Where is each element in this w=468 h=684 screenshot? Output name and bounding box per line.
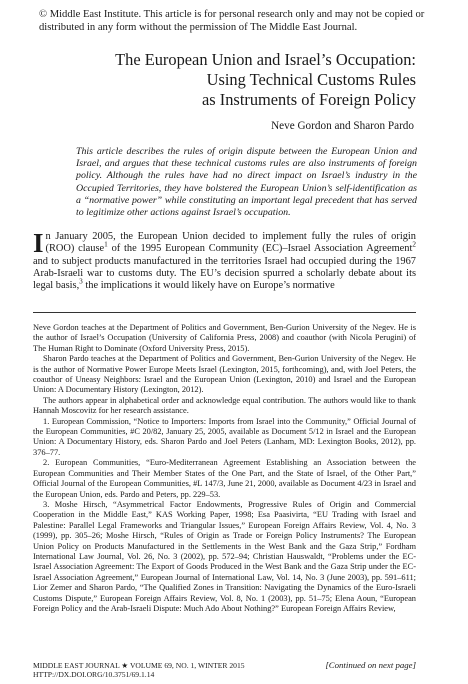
- continued-note: [Continued on next page]: [325, 660, 416, 670]
- journal-issue: MIDDLE EAST JOURNAL ★ VOLUME 69, NO. 1, WINTER 2015: [33, 661, 245, 670]
- footnote-ref-3: 3: [79, 277, 83, 286]
- journal-info: [33, 661, 293, 679]
- footnote-1: 1. European Commission, “Notice to Importers: Imports from Israel into the Community,” Official Journal of the European Communities, #C 20/82, January 25, 2005, available as Document 5/12 in Israel and the European Union: A Documentary History, eds. Sharon Pardo and Joel Peters (Lanham, MD: Lexington Books, 2012), pp. 376–77.: [33, 416, 416, 457]
- footnote-divider: [33, 312, 416, 313]
- author-byline: Neve Gordon and Sharon Pardo: [271, 120, 414, 132]
- footnote-2: 2. European Communities, “Euro-Mediterranean Agreement Establishing an Association between the European Communities and Their Member States of the One Part, and the State of Israel, of the Other Part,” Official Journal of the European Communities, #L 147/3, June 21, 2000, available as Document 4/23 in Israel and the European Union, eds. Pardo and Peters, pp. 229–53.: [33, 458, 416, 499]
- drop-cap: I: [33, 228, 44, 258]
- body-segment-1: n January 2005, the European Union decided to implement fully the rules of origin (ROO) clause: [45, 231, 416, 255]
- body-segment-4: the implications it would likely have on Europe’s normative: [82, 280, 335, 292]
- body-segment-3: and to subject products manufactured in the territories Israel had occupied during the 1967 Arab-Israeli war to customs duty. The EU’s decision spurred a scholarly debate about its legal basis,: [33, 255, 416, 292]
- title-line-2: Using Technical Customs Rules: [206, 70, 416, 89]
- copyright-notice: © Middle East Institute. This article is for personal research only and may not be copied or distributed in any form without the permission of The Middle East Journal.: [39, 9, 425, 33]
- author-bio-pardo: Sharon Pardo teaches at the Department of Politics and Government, Ben-Gurion University of the Negev. He is the author of Normative Power Europe Meets Israel (Lexington, 2015, forthcoming), and, with Joel Peters, the coauthor of Uneasy Neighbors: Israel and the European Union (Lexington, 2010) and Israel and the European Union: A Documentary History (Lexington, 2012).: [33, 354, 416, 395]
- body-segment-2: of the 1995 European Community (EC)–Israel Association Agreement: [107, 243, 413, 255]
- abstract: This article describes the rules of origin dispute between the European Union and Israel, and argues that these technical customs rules are also instruments of foreign policy. Although the rules have had no direct impact on Israel’s industry in the Occupied Territories, they have bolstered the European Union’s self-identification as a “normative power” while constituting an important legal precedent that has served to legitimize other actions against Israel’s occupation.: [76, 146, 417, 219]
- footnote-3: 3. Moshe Hirsch, “Asymmetrical Factor Endowments, Progressive Rules of Origin and Commercial Cooperation in the Middle East,” KAS Working Paper, 1998; Esa Paasivirta, “EU Trading with Israel and Palestine: Parallel Legal Frameworks and Triangular Issues,” European Foreign Affairs Review, Vol. 4, No. 3 (1999), pp. 305–26; Moshe Hirsch, “Rules of Origin as Trade or Foreign Policy Instruments? The European Union Policy on Products Manufactured in the Settlements in the West Bank and the Gaza Strip,” Fordham International Law Journal, Vol. 26, No. 3 (2002), pp. 572–94; Christian Hauswaldt, “Problems under the EC-Israel Association Agreement: The Export of Goods Produced in the West Bank and the Gaza Strip under the EC-Israel Association Agreement,” European Journal of International Law, Vol. 14, No. 3 (June 2003), pp. 591–611; Lior Zemer and Sharon Pardo, “The Qualified Zones in Transition: Navigating the Dynamics of the Euro-Israeli Customs Dispute,” European Foreign Affairs Review, Vol. 8, No. 1 (2003), pp. 51–75; Elena Aoun, “European Foreign Policy and the Arab-Israeli Dispute: Much Ado About Nothing?” European Foreign Affairs Review,: [33, 499, 416, 613]
- author-bio-gordon: Neve Gordon teaches at the Department of Politics and Government, Ben-Gurion University of the Negev. He is the author of Israel’s Occupation (University of California Press, 2008) and coauthor (with Nicola Perugini) of The Human Right to Dominate (Oxford University Press, 2015).: [33, 323, 416, 353]
- doi-link[interactable]: HTTP://DX.DOI.ORG/10.3751/69.1.14: [33, 670, 155, 679]
- footnote-ref-1: 1: [104, 240, 108, 249]
- body-paragraph: [33, 228, 416, 292]
- footnote-ref-2: 2: [412, 240, 416, 249]
- title-line-1: The European Union and Israel’s Occupation:: [115, 50, 416, 69]
- article-title: [36, 50, 416, 110]
- acknowledgement: The authors appear in alphabetical order and acknowledge equal contribution. The authors would like to thank Hannah Moscovitz for her research assistance.: [33, 395, 416, 416]
- footnotes: [33, 323, 416, 614]
- title-line-3: as Instruments of Foreign Policy: [202, 90, 416, 109]
